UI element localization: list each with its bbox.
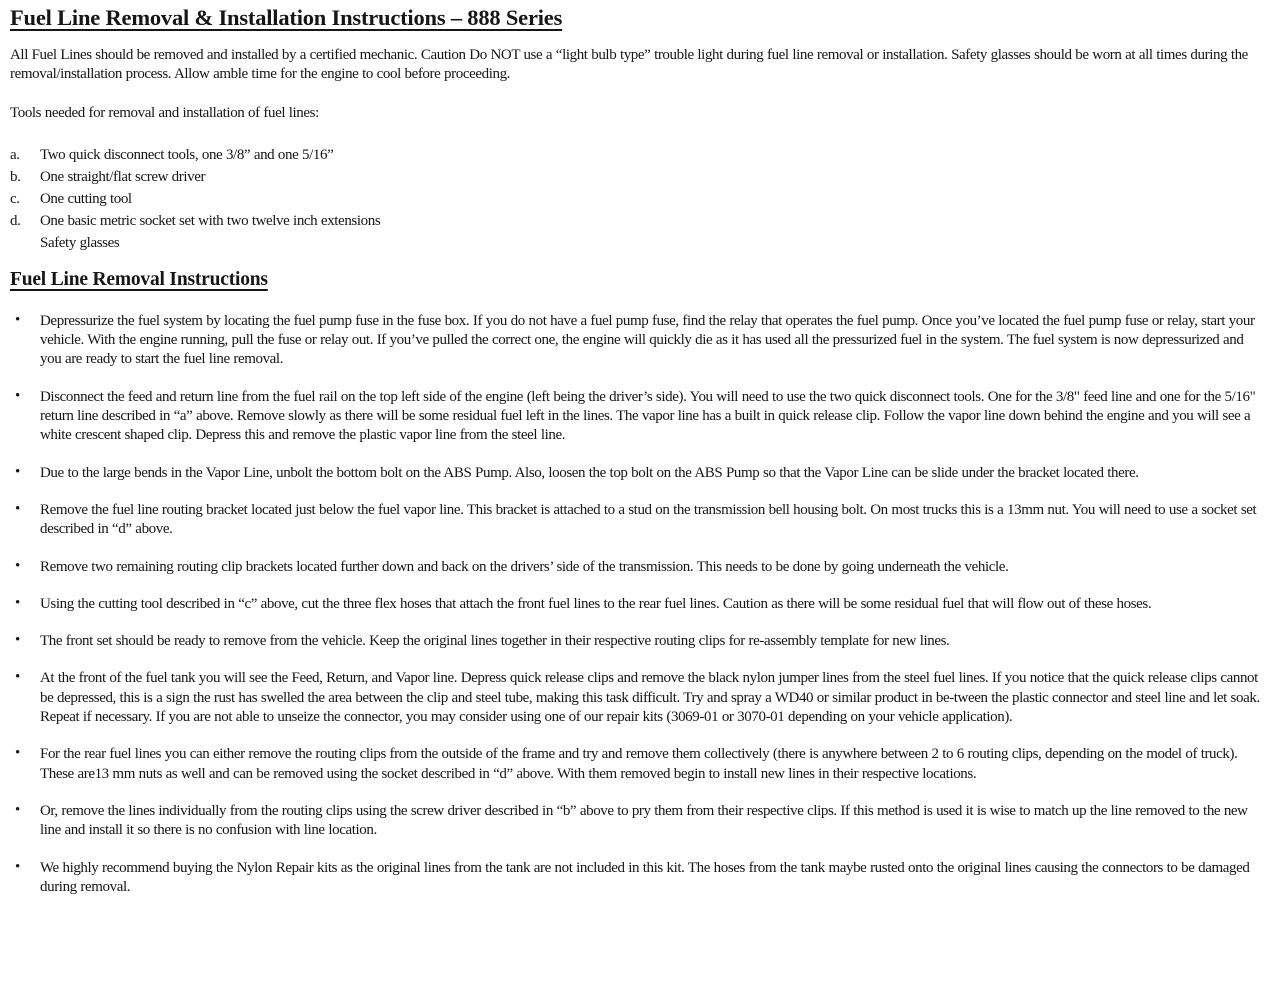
step-item: • For the rear fuel lines you can either remove the routing clips from the outside of the frame and try and remove them collectively (there is anywhere between 2 to 6 routing clips, depending on the model of truck). These are13 mm nuts as well and can be removed using the socket described in “d” above. With them removed begin to install new lines in their respective locations. xyxy=(10,745,1266,784)
tool-item-line: Two quick disconnect tools, one 3/8” and one 5/16” xyxy=(40,146,334,163)
tool-item-text xyxy=(40,188,132,210)
step-item: • Depressurize the fuel system by locating the fuel pump fuse in the fuse box. If you do not have a fuel pump fuse, find the relay that operates the fuel pump. Once you’ve located the fuel pump fuse or relay, start your vehicle. With the engine running, pull the fuse or relay out. If you’ve pulled the correct one, the engine will quickly die as it has used all the pressurized fuel in the system. The fuel system is now depressurized and you are ready to start the fuel line removal. xyxy=(10,312,1266,370)
tool-item xyxy=(10,144,1266,166)
tool-item xyxy=(10,210,1266,254)
tool-item-line: One cutting tool xyxy=(40,190,132,207)
intro-paragraph: All Fuel Lines should be removed and installed by a certified mechanic. Caution Do NOT use a “light bulb type” trouble light during fuel line removal or installation. Safety glasses should be worn at all times during the removal/installation process. Allow amble time for the engine to cool before proceeding. xyxy=(10,47,1248,83)
section-heading-text: Fuel Line Removal Instructions xyxy=(10,268,268,290)
step-item: • Remove the fuel line routing bracket located just below the fuel vapor line. This bracket is attached to a stud on the transmission bell housing bolt. On most trucks this is a 13mm nut. You will need to use a socket set described in “d” above. xyxy=(10,501,1266,540)
tool-item-marker: c. xyxy=(10,190,20,207)
tool-item-marker: d. xyxy=(10,212,21,229)
tool-item-line: One basic metric socket set with two twelve inch extensions xyxy=(40,212,381,229)
step-item: • Using the cutting tool described in “c” above, cut the three flex hoses that attach the front fuel lines to the rear fuel lines. Caution as there will be some residual fuel that will flow out of these hoses. xyxy=(10,595,1266,614)
step-item: • Or, remove the lines individually from the routing clips using the screw driver described in “b” above to pry them from their respective clips. If this method is used it is wise to match up the line removed to the new line and install it so there is no confusion with line location. xyxy=(10,802,1266,841)
tool-item-line: One straight/flat screw driver xyxy=(40,168,206,185)
tools-list xyxy=(10,144,1266,254)
tool-item-marker: b. xyxy=(10,168,21,185)
tool-item xyxy=(10,188,1266,210)
tool-item-text xyxy=(40,144,333,166)
tool-item-text xyxy=(40,166,205,188)
tool-item xyxy=(10,166,1266,188)
tool-item-marker: a. xyxy=(10,146,20,163)
page-title xyxy=(10,5,1266,31)
tools-heading: Tools needed for removal and installation of fuel lines: xyxy=(10,104,319,121)
step-item: • Due to the large bends in the Vapor Line, unbolt the bottom bolt on the ABS Pump. Also, loosen the top bolt on the ABS Pump so that the Vapor Line can be slide under the bracket located there. xyxy=(10,464,1266,483)
step-item: • Disconnect the feed and return line from the fuel rail on the top left side of the engine (left being the driver’s side). You will need to use the two quick disconnect tools. One for the 3/8" feed line and one for the 5/16" return line described in “a” above. Remove slowly as there will be some residual fuel left in the lines. The vapor line has a built in quick release clip. Follow the vapor line down behind the engine and you will see a white crescent shaped clip. Depress this and remove the plastic vapor line from the steel line. xyxy=(10,388,1266,446)
section-heading xyxy=(10,268,1266,292)
steps-list xyxy=(10,312,1266,897)
tool-item-text xyxy=(40,210,380,254)
step-item: • The front set should be ready to remove from the vehicle. Keep the original lines together in their respective routing clips for re-assembly template for new lines. xyxy=(10,632,1266,651)
step-item: • Remove two remaining routing clip brackets located further down and back on the drivers’ side of the transmission. This needs to be done by going underneath the vehicle. xyxy=(10,558,1266,577)
tool-item-line: Safety glasses xyxy=(40,234,120,251)
step-item: • At the front of the fuel tank you will see the Feed, Return, and Vapor line. Depress quick release clips and remove the black nylon jumper lines from the steel fuel lines. If you notice that the quick release clips cannot be depressed, this is a sign the rust has swelled the area between the clip and steel tube, making this task difficult. Try and spray a WD40 or similar product in be-tween the plastic connector and steel line and let soak. Repeat if necessary. If you are not able to unseize the connector, you may consider using one of our repair kits (3069-01 or 3070-01 depending on your vehicle application). xyxy=(10,669,1266,727)
page-title-text: Fuel Line Removal & Installation Instructions – 888 Series xyxy=(10,5,563,30)
step-item: • We highly recommend buying the Nylon Repair kits as the original lines from the tank are not included in this kit. The hoses from the tank maybe rusted onto the original lines causing the connectors to be damaged during removal. xyxy=(10,859,1266,898)
